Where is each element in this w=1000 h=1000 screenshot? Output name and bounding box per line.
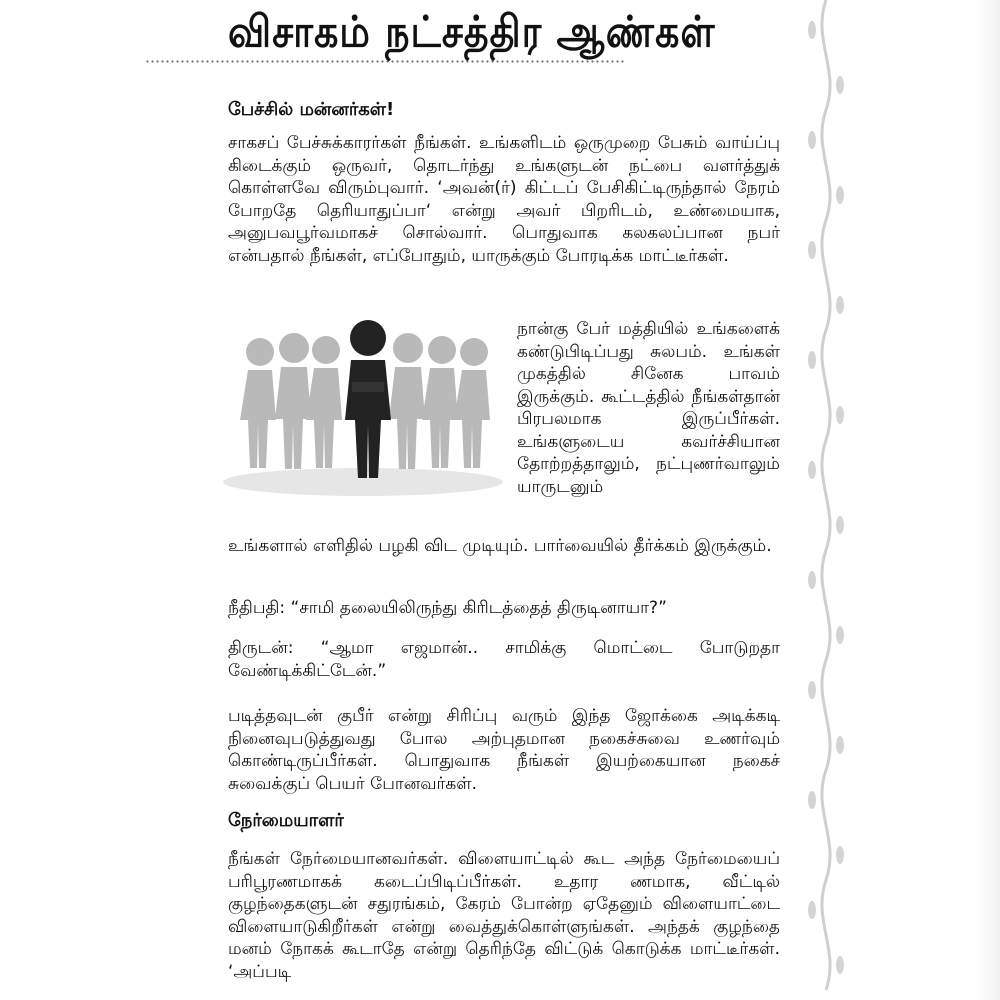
title-divider: [145, 60, 625, 63]
section-heading-honesty: நேர்மையாளர்: [228, 810, 344, 831]
section-heading-speech: பேச்சில் மன்னர்கள்!: [228, 99, 395, 120]
paragraph: சாகசப் பேச்சுக்காரர்கள் நீங்கள். உங்களிடம் ஒருமுறை பேசும் வாய்ப்பு கிடைக்கும் ஒருவர், தொடர்ந்து உங்களுடன் நட்பை வளர்த்துக் கொள்ளவே விரும்புவார். ‘அவன்(ர்) கிட்டப் பேசிகிட்டிருந்தால் நேரம் போறதே தெரியாதுப்பா‘ என்று அவர் பிறரிடம், உண்மையாக, அனுபவபூர்வமாகச் சொல்வார். பொதுவாக கலகலப்பான நபர் என்பதால் நீங்கள், எப்போதும், யாருக்கும் போரடிக்க மாட்டீர்கள்.: [228, 133, 780, 266]
decorative-border: [800, 0, 1000, 1000]
paragraph: உங்களால் எளிதில் பழகி விட முடியும். பார்வையில் தீர்க்கம் இருக்கும்.: [228, 536, 772, 556]
dialogue-thief: திருடன்: “ஆமா எஜமான்.. சாமிக்கு மொட்டை போடுறதா வேண்டிக்கிட்டேன்.”: [228, 638, 780, 681]
paragraph: நீங்கள் நேர்மையானவர்கள். விளையாட்டில் கூட அந்த நேர்மையைப் பரிபூரணமாகக் கடைப்பிடிப்பீர்கள். உதார ணமாக, வீட்டில் குழந்தைகளுடன் சதுரங்கம், கேரம் போன்ற ஏதேனும் விளையாட்டை விளையாடுகிறீர்கள் என்று வைத்துக்கொள்ளுங்கள். அந்தக் குழந்தை மனம் நோகக் கூடாதே என்று தெரிந்தே விட்டுக் கொடுக்க மாட்டீர்கள். ‘அப்படி: [228, 849, 780, 982]
dialogue-judge: நீதிபதி: “சாமி தலையிலிருந்து கிரிடத்தைத் திருடினாயா?”: [228, 598, 667, 618]
paragraph: படித்தவுடன் குபீர் என்று சிரிப்பு வரும் இந்த ஜோக்கை அடிக்கடி நினைவுபடுத்துவது போல அற்புதமான நகைச்சுவை உணர்வும் கொண்டிருப்பீர்கள். பொதுவாக நீங்கள் இயற்கையான நகைச் சுவைக்குப் பெயர் போனவர்கள்.: [228, 706, 780, 794]
page-title: விசாகம் நட்சத்திர ஆண்கள்: [228, 6, 716, 57]
crowd-illustration: [222, 312, 504, 498]
paragraph-wrapped: நான்கு பேர் மத்தியில் உங்களைக் கண்டுபிடிப்பது சுலபம். உங்கள் முகத்தில் சினேக பாவம் இருக்கும். கூட்டத்தில் நீங்கள்தான் பிரபலமாக இருப்பீர்கள். உங்களுடைய கவர்ச்சியான தோற்றத்தாலும், நட்புணர்வாலும் யாருடனும்: [517, 319, 780, 497]
